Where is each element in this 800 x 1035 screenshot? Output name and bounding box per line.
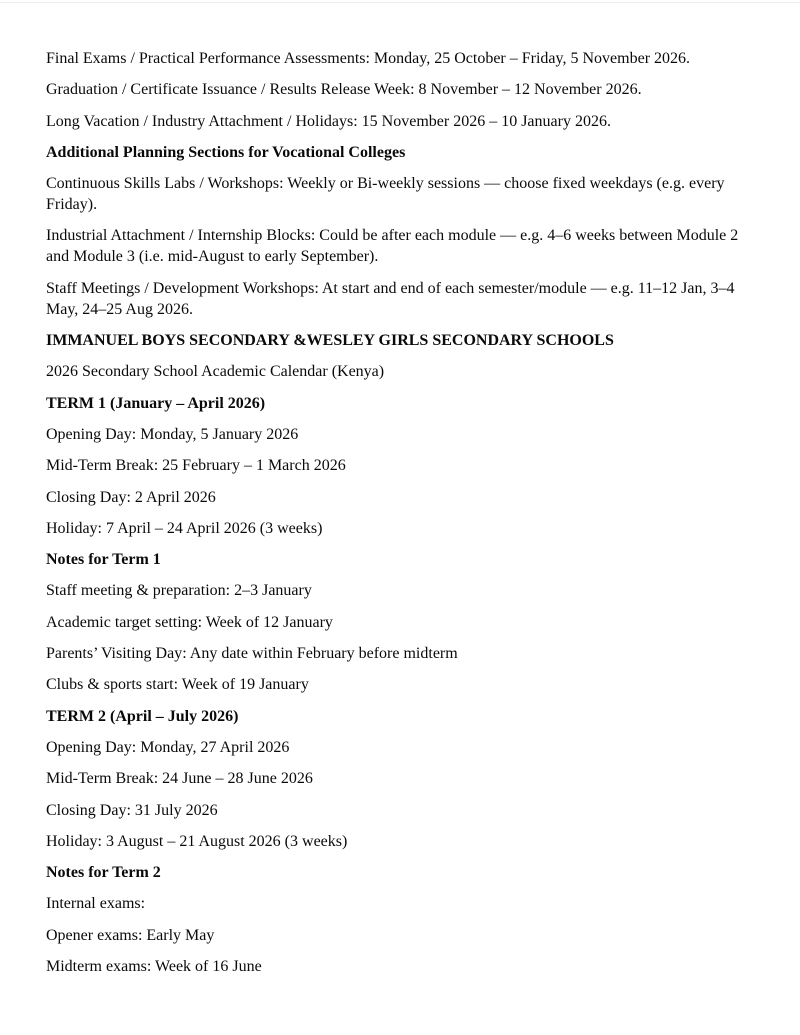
paragraph: Closing Day: 2 April 2026 <box>46 488 216 506</box>
paragraph: Industrial Attachment / Internship Blocks: Could be after each module — e.g. 4–6 weeks between Module 2 and Module 3 (i.e. mid-August to early September). <box>46 227 739 266</box>
paragraph: Holiday: 7 April – 24 April 2026 (3 weeks) <box>46 519 323 537</box>
section-heading: TERM 1 (January – April 2026) <box>46 394 266 412</box>
document-body <box>46 48 755 977</box>
paragraph: Continuous Skills Labs / Workshops: Weekly or Bi-weekly sessions — choose fixed weekdays (e.g. every Friday). <box>46 175 725 214</box>
paragraph: Holiday: 3 August – 21 August 2026 (3 weeks) <box>46 832 348 850</box>
section-heading: Additional Planning Sections for Vocational Colleges <box>46 143 406 161</box>
section-heading: TERM 2 (April – July 2026) <box>46 707 239 725</box>
paragraph: Mid-Term Break: 24 June – 28 June 2026 <box>46 770 313 788</box>
paragraph: Opener exams: Early May <box>46 926 215 944</box>
paragraph: Closing Day: 31 July 2026 <box>46 801 218 819</box>
paragraph: Midterm exams: Week of 16 June <box>46 958 262 976</box>
paragraph: Opening Day: Monday, 27 April 2026 <box>46 738 290 756</box>
paragraph: Long Vacation / Industry Attachment / Holidays: 15 November 2026 – 10 January 2026. <box>46 112 611 130</box>
paragraph: Staff meeting & preparation: 2–3 January <box>46 582 312 600</box>
section-heading: Notes for Term 1 <box>46 551 161 569</box>
paragraph: Staff Meetings / Development Workshops: At start and end of each semester/module — e.g. 11–12 Jan, 3–4 May, 24–25 Aug 2026. <box>46 279 735 318</box>
paragraph: Mid-Term Break: 25 February – 1 March 2026 <box>46 457 346 475</box>
page-top-edge <box>0 2 800 3</box>
paragraph: Opening Day: Monday, 5 January 2026 <box>46 425 299 443</box>
section-heading: IMMANUEL BOYS SECONDARY &WESLEY GIRLS SECONDARY SCHOOLS <box>46 332 614 350</box>
paragraph: Internal exams: <box>46 895 146 913</box>
paragraph: 2026 Secondary School Academic Calendar (Kenya) <box>46 363 385 381</box>
section-heading: Notes for Term 2 <box>46 864 161 882</box>
paragraph: Graduation / Certificate Issuance / Results Release Week: 8 November – 12 November 2026. <box>46 81 642 99</box>
paragraph: Academic target setting: Week of 12 January <box>46 613 333 631</box>
paragraph: Final Exams / Practical Performance Assessments: Monday, 25 October – Friday, 5 November 2026. <box>46 50 691 67</box>
paragraph: Parents’ Visiting Day: Any date within February before midterm <box>46 645 458 663</box>
paragraph: Clubs & sports start: Week of 19 January <box>46 676 309 694</box>
